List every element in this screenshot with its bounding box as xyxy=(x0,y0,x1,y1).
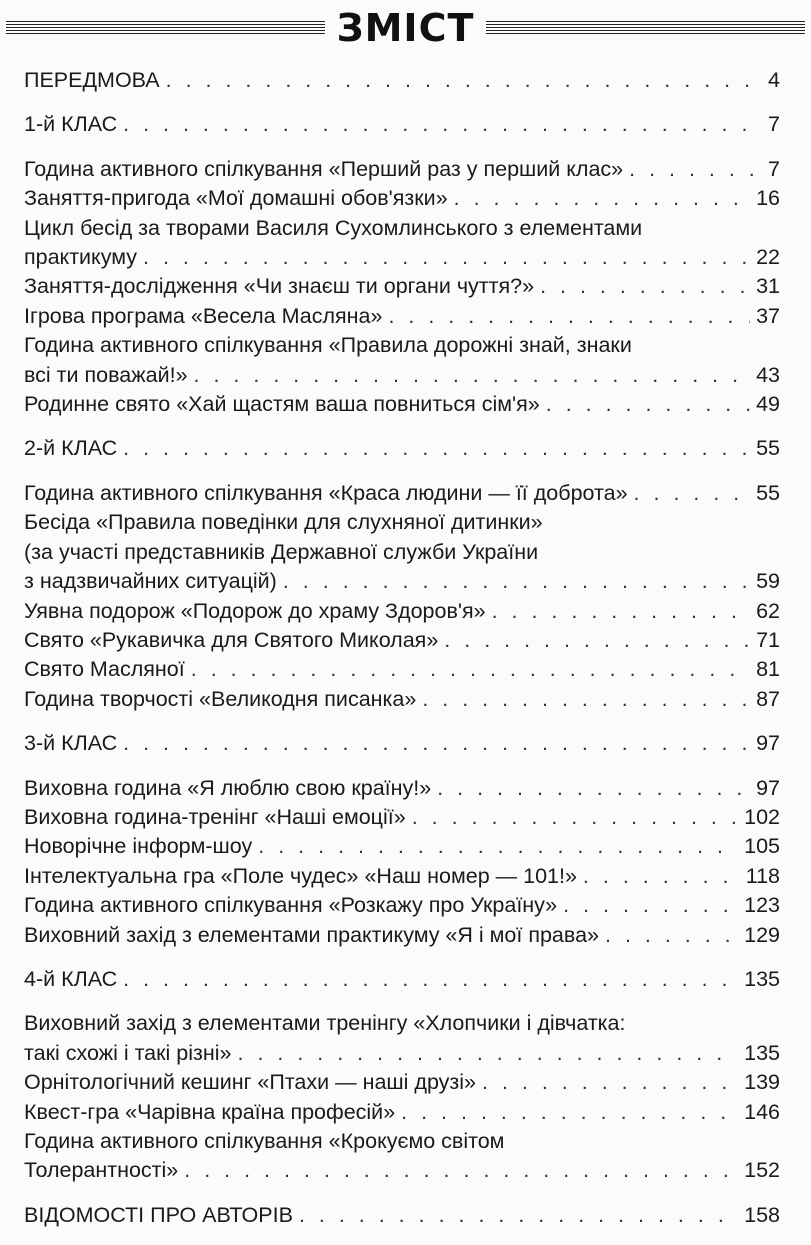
toc-page-number: 43 xyxy=(756,362,780,387)
toc-entry[interactable] xyxy=(24,302,780,331)
toc-page-number: 55 xyxy=(756,436,780,461)
toc-entry[interactable] xyxy=(24,862,780,891)
toc-page-number: 62 xyxy=(756,598,780,623)
dot-leader xyxy=(492,597,750,626)
page-title: ЗМІСТ xyxy=(336,6,475,50)
toc-entry-line xyxy=(24,655,780,684)
toc-entry[interactable] xyxy=(24,1009,780,1068)
toc-entry[interactable] xyxy=(24,685,780,714)
toc-entry[interactable] xyxy=(24,921,780,950)
toc-entry-line xyxy=(24,66,780,95)
dot-leader xyxy=(258,832,738,861)
toc-page-number: 59 xyxy=(756,569,780,594)
toc-page-number: 71 xyxy=(756,627,780,652)
dot-leader xyxy=(283,567,750,596)
dot-leader xyxy=(123,434,750,463)
toc-entry-line xyxy=(24,1009,780,1038)
toc-entry-title: 1-й КЛАС xyxy=(24,112,118,137)
toc-entry[interactable] xyxy=(24,655,780,684)
toc-section[interactable] xyxy=(24,965,780,994)
toc-entry-title: Виховний захід з елементами тренінгу «Хлопчики і дівчатка: xyxy=(24,1011,626,1036)
dot-leader xyxy=(123,965,738,994)
toc-section[interactable] xyxy=(24,434,780,463)
toc-entry-title: ПЕРЕДМОВА xyxy=(24,68,160,92)
toc-page-number: 7 xyxy=(768,112,780,137)
toc-entry-line xyxy=(24,155,780,184)
toc-page-number: 97 xyxy=(756,731,780,756)
toc-entry-line xyxy=(24,331,780,360)
toc-entry-title: Година активного спілкування «Розкажу про Україну» xyxy=(24,893,558,918)
toc-entry-title: Ігрова програма «Весела Масляна» xyxy=(24,303,383,328)
toc-entry-title: Година активного спілкування «Краса людини — її доброта» xyxy=(24,480,628,505)
dot-leader xyxy=(437,774,750,803)
toc-entry-title: Цикл бесід за творами Василя Сухомлинського з елементами xyxy=(24,215,643,240)
toc-entry-line xyxy=(24,110,780,139)
toc-entry-title: Інтелектуальна гра «Поле чудес» «Наш номер — 101!» xyxy=(24,863,577,888)
toc-entry[interactable] xyxy=(24,155,780,184)
toc-entry-line xyxy=(24,567,780,596)
toc-section[interactable] xyxy=(24,1201,780,1230)
toc-entry-line xyxy=(24,1098,780,1127)
dot-leader xyxy=(540,272,750,301)
toc-entry-line xyxy=(24,729,780,758)
toc-entry-title: Виховний захід з елементами практикуму «Я і мої права» xyxy=(24,922,599,947)
toc-entry[interactable] xyxy=(24,184,780,213)
dot-leader xyxy=(563,891,738,920)
toc-entry-title: ВІДОМОСТІ ПРО АВТОРІВ xyxy=(24,1202,293,1227)
toc-entry-title: Виховна година-тренінг «Наші емоції» xyxy=(24,804,406,829)
dot-leader xyxy=(388,302,750,331)
header-rule-left xyxy=(6,21,325,35)
dot-leader xyxy=(444,626,750,655)
toc-entry-line xyxy=(24,1127,780,1156)
toc-entry-line xyxy=(24,434,780,463)
dot-leader xyxy=(401,1098,738,1127)
dot-leader xyxy=(299,1201,738,1230)
toc-entry-line xyxy=(24,597,780,626)
toc-page-number: 49 xyxy=(756,392,780,417)
toc-entry-title: Толерантності» xyxy=(24,1158,179,1183)
toc-page-number: 146 xyxy=(744,1099,780,1124)
toc-page-number: 135 xyxy=(744,966,780,991)
dot-leader xyxy=(605,921,738,950)
toc-entry[interactable] xyxy=(24,626,780,655)
toc-entry[interactable] xyxy=(24,1127,780,1186)
toc-entry-line xyxy=(24,1201,780,1230)
toc-entry-line xyxy=(24,214,780,243)
toc-entry[interactable] xyxy=(24,774,780,803)
toc-page-number: 4 xyxy=(768,68,780,92)
toc-page-number: 129 xyxy=(744,922,780,947)
toc-entry-line xyxy=(24,626,780,655)
toc-entry-line xyxy=(24,862,780,891)
toc-entry-line xyxy=(24,479,780,508)
toc-entry-title: Бесіда «Правила поведінки для слухняної дитинки» xyxy=(24,510,543,535)
dot-leader xyxy=(629,155,754,184)
toc-entry-line xyxy=(24,832,780,861)
toc-entry[interactable] xyxy=(24,479,780,508)
dot-leader xyxy=(583,862,740,891)
dot-leader xyxy=(194,361,751,390)
toc-page-number: 16 xyxy=(756,186,780,211)
toc-entry-line xyxy=(24,538,780,567)
toc-entry[interactable] xyxy=(24,1068,780,1097)
toc-entry-line xyxy=(24,361,780,390)
toc-page-number: 37 xyxy=(756,303,780,328)
dot-leader xyxy=(238,1039,739,1068)
toc-entry-title: такі схожі і такі різні» xyxy=(24,1040,232,1065)
toc-page-number: 81 xyxy=(756,657,780,682)
toc-entry-title: Заняття-пригода «Мої домашні обов'язки» xyxy=(24,186,448,211)
toc-entry-title: Година творчості «Великодня писанка» xyxy=(24,686,417,711)
toc-entry-title: Година активного спілкування «Крокуємо світом xyxy=(24,1129,505,1153)
toc-entry-line xyxy=(24,774,780,803)
toc-section[interactable] xyxy=(24,110,780,139)
dot-leader xyxy=(454,184,750,213)
dot-leader xyxy=(184,1156,738,1185)
toc-entry-title: Година активного спілкування «Перший раз у перший клас» xyxy=(24,156,624,181)
toc-entry[interactable] xyxy=(24,1098,780,1127)
toc-entry-title: Свято Масляної xyxy=(24,657,185,682)
toc-entry-title: всі ти поважай!» xyxy=(24,362,188,387)
toc-entry-title: Орнітологічний кешинг «Птахи — наші друзі» xyxy=(24,1070,477,1095)
toc-entry-title: практикуму xyxy=(24,245,137,270)
toc-page-number: 97 xyxy=(756,775,780,800)
toc-entry-title: з надзвичайних ситуацій) xyxy=(24,569,277,594)
toc-entry-line xyxy=(24,965,780,994)
toc-entry[interactable] xyxy=(24,891,780,920)
toc-entry[interactable] xyxy=(24,390,780,419)
dot-leader xyxy=(412,803,738,832)
toc-entry[interactable] xyxy=(24,272,780,301)
toc-entry-title: 3-й КЛАС xyxy=(24,731,118,756)
toc-entry-title: Година активного спілкування «Правила дорожні знай, знаки xyxy=(24,333,632,358)
toc-entry-title: Заняття-дослідження «Чи знаєш ти органи чуття?» xyxy=(24,274,535,299)
toc-entry[interactable] xyxy=(24,597,780,626)
toc-page-number: 7 xyxy=(768,156,780,181)
dot-leader xyxy=(634,479,751,508)
toc-entry-title: Квест-гра «Чарівна країна професій» xyxy=(24,1099,396,1124)
dot-leader xyxy=(546,390,750,419)
toc-entry-line xyxy=(24,390,780,419)
toc-page-number: 87 xyxy=(756,686,780,711)
toc-entry-line xyxy=(24,508,780,537)
toc-entry[interactable] xyxy=(24,508,780,596)
toc-page-number: 31 xyxy=(756,274,780,299)
toc-entry-line xyxy=(24,921,780,950)
toc-entry-title: Виховна година «Я люблю свою країну!» xyxy=(24,775,432,800)
dot-leader xyxy=(482,1068,738,1097)
toc-entry-title: Свято «Рукавичка для Святого Миколая» xyxy=(24,627,439,652)
toc-entry[interactable] xyxy=(24,214,780,273)
dot-leader xyxy=(123,110,754,139)
toc-entry-line xyxy=(24,1039,780,1068)
toc-page-number: 118 xyxy=(745,863,780,888)
page-header xyxy=(0,2,811,54)
toc-entry-title: Уявна подорож «Подорож до храму Здоров'я» xyxy=(24,598,486,623)
toc-page-number: 158 xyxy=(744,1202,780,1227)
toc-entry[interactable] xyxy=(24,803,780,832)
toc-entry-line xyxy=(24,803,780,832)
toc-entry[interactable] xyxy=(24,832,780,861)
dot-leader xyxy=(166,66,754,95)
toc-entry-title: Родинне свято «Хай щастям ваша повниться сім'я» xyxy=(24,392,540,417)
toc-page-number: 123 xyxy=(744,893,780,918)
toc-entry[interactable] xyxy=(24,331,780,390)
toc-entry-line xyxy=(24,272,780,301)
toc-page-number: 105 xyxy=(744,834,780,859)
toc-entry-line xyxy=(24,243,780,272)
toc-entry-title: (за участі представників Державної служби України xyxy=(24,539,539,564)
toc-entry-line xyxy=(24,685,780,714)
toc-entry-title: 4-й КЛАС xyxy=(24,966,118,991)
toc-section[interactable] xyxy=(24,66,780,95)
toc-entry-title: Новорічне інформ-шоу xyxy=(24,834,253,859)
table-of-contents xyxy=(24,66,780,1245)
toc-entry-title: 2-й КЛАС xyxy=(24,436,118,461)
dot-leader xyxy=(123,729,750,758)
toc-section[interactable] xyxy=(24,729,780,758)
toc-page-number: 139 xyxy=(744,1070,780,1095)
dot-leader xyxy=(143,243,750,272)
toc-entry-line xyxy=(24,1068,780,1097)
dot-leader xyxy=(422,685,750,714)
toc-entry-line xyxy=(24,184,780,213)
dot-leader xyxy=(191,655,750,684)
header-rule-right xyxy=(486,21,805,35)
toc-page-number: 152 xyxy=(744,1158,780,1183)
toc-page-number: 55 xyxy=(756,480,780,505)
toc-page-number: 135 xyxy=(744,1040,780,1065)
toc-entry-line xyxy=(24,891,780,920)
toc-entry-line xyxy=(24,302,780,331)
toc-page-number: 102 xyxy=(744,804,780,829)
toc-page-number: 22 xyxy=(756,245,780,270)
toc-entry-line xyxy=(24,1156,780,1185)
